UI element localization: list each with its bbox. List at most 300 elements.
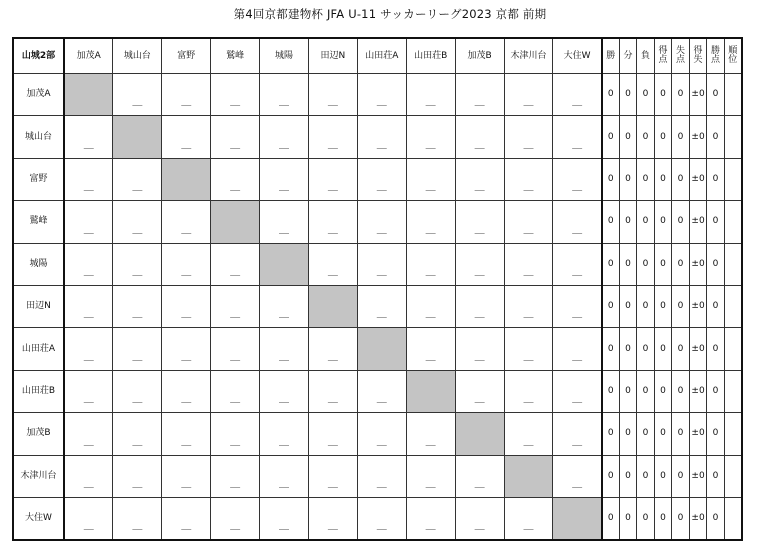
match-score: ＿ <box>425 97 436 109</box>
stat-losses: 0 <box>637 497 655 540</box>
match-cell <box>308 158 357 200</box>
match-cell <box>553 285 602 327</box>
stat-goals-for: 0 <box>654 74 672 116</box>
stat-goals-for: 0 <box>654 243 672 285</box>
match-score: ＿ <box>327 351 338 363</box>
stat-wins: 0 <box>602 455 620 497</box>
page-title: 第4回京都建物杯 JFA U-11 サッカーリーグ2023 京都 前期 <box>233 7 547 21</box>
match-score: ＿ <box>474 97 485 109</box>
match-cell <box>113 497 162 540</box>
stat-goals-against: 0 <box>672 158 690 200</box>
stat-draws: 0 <box>619 413 637 455</box>
match-score: ＿ <box>572 351 583 363</box>
match-cell <box>504 413 553 455</box>
match-score: ＿ <box>523 351 534 363</box>
match-score: ＿ <box>83 351 94 363</box>
stat-points: 0 <box>707 413 725 455</box>
table-row <box>13 455 742 497</box>
match-score: ＿ <box>327 266 338 278</box>
stat-goals-against: 0 <box>672 243 690 285</box>
stat-goals-for: 0 <box>654 497 672 540</box>
match-cell <box>260 455 309 497</box>
league-table <box>12 37 743 541</box>
match-score: ＿ <box>572 224 583 236</box>
match-score: ＿ <box>474 521 485 533</box>
match-cell <box>260 116 309 158</box>
match-cell <box>260 370 309 412</box>
stat-draws: 0 <box>619 497 637 540</box>
match-cell <box>162 201 211 243</box>
match-score: ＿ <box>327 478 338 490</box>
match-cell <box>406 158 455 200</box>
stat-points: 0 <box>707 74 725 116</box>
stat-wins: 0 <box>602 158 620 200</box>
match-cell <box>504 370 553 412</box>
match-score: ＿ <box>474 394 485 406</box>
match-score: ＿ <box>425 309 436 321</box>
match-score: ＿ <box>376 266 387 278</box>
column-header-team: 加茂B <box>455 38 504 74</box>
match-cell <box>308 74 357 116</box>
column-header-team: 山田荘B <box>406 38 455 74</box>
match-cell <box>406 455 455 497</box>
match-cell <box>162 328 211 370</box>
stat-rank <box>724 413 742 455</box>
match-cell <box>308 370 357 412</box>
match-score: ＿ <box>425 478 436 490</box>
stat-points: 0 <box>707 116 725 158</box>
diagonal-cell <box>211 201 260 243</box>
stat-goal-diff: ±0 <box>689 413 707 455</box>
column-header-stat: 得点 <box>654 38 672 74</box>
match-score: ＿ <box>474 478 485 490</box>
stat-goal-diff: ±0 <box>689 116 707 158</box>
match-cell <box>553 370 602 412</box>
match-score: ＿ <box>279 521 289 533</box>
table-row <box>13 158 742 200</box>
match-score: ＿ <box>181 266 192 278</box>
match-score: ＿ <box>132 266 143 278</box>
stat-goals-against: 0 <box>672 370 690 412</box>
stat-points: 0 <box>707 285 725 327</box>
match-cell <box>308 455 357 497</box>
match-score: ＿ <box>572 266 583 278</box>
table-row <box>13 497 742 540</box>
stat-goals-for: 0 <box>654 370 672 412</box>
match-cell <box>406 285 455 327</box>
match-score: ＿ <box>327 436 338 448</box>
match-cell <box>455 158 504 200</box>
stat-wins: 0 <box>602 328 620 370</box>
match-cell <box>455 328 504 370</box>
stat-losses: 0 <box>637 328 655 370</box>
header-row <box>13 38 742 74</box>
column-header-team: 大住W <box>553 38 602 74</box>
match-score: ＿ <box>181 521 192 533</box>
column-header-team: 木津川台 <box>504 38 553 74</box>
match-score: ＿ <box>376 182 387 194</box>
match-cell <box>211 497 260 540</box>
match-score: ＿ <box>572 97 583 109</box>
match-cell <box>357 74 406 116</box>
stat-rank <box>724 201 742 243</box>
stat-goals-against: 0 <box>672 497 690 540</box>
match-score: ＿ <box>181 478 192 490</box>
match-score: ＿ <box>327 139 338 151</box>
match-score: ＿ <box>523 182 534 194</box>
match-score: ＿ <box>279 351 289 363</box>
match-score: ＿ <box>376 394 387 406</box>
match-cell <box>455 201 504 243</box>
match-cell <box>504 285 553 327</box>
match-cell <box>64 328 113 370</box>
match-cell <box>211 116 260 158</box>
stat-rank <box>724 116 742 158</box>
stat-wins: 0 <box>602 285 620 327</box>
match-cell <box>162 74 211 116</box>
match-cell <box>308 201 357 243</box>
match-score: ＿ <box>523 436 534 448</box>
stat-wins: 0 <box>602 413 620 455</box>
row-header-team: 富野 <box>13 158 64 200</box>
stat-draws: 0 <box>619 285 637 327</box>
match-score: ＿ <box>132 394 143 406</box>
match-score: ＿ <box>572 182 583 194</box>
match-score: ＿ <box>327 97 338 109</box>
match-score: ＿ <box>474 182 485 194</box>
match-score: ＿ <box>132 436 143 448</box>
stat-losses: 0 <box>637 285 655 327</box>
column-header-stat: 負 <box>637 38 655 74</box>
column-header-team: 田辺N <box>308 38 357 74</box>
stat-losses: 0 <box>637 201 655 243</box>
match-score: ＿ <box>230 521 241 533</box>
match-cell <box>64 370 113 412</box>
row-header-team: 鷲峰 <box>13 201 64 243</box>
match-score: ＿ <box>230 182 241 194</box>
stat-wins: 0 <box>602 201 620 243</box>
match-cell <box>308 328 357 370</box>
stat-goals-for: 0 <box>654 116 672 158</box>
match-score: ＿ <box>376 309 387 321</box>
column-header-team: 鷲峰 <box>211 38 260 74</box>
stat-losses: 0 <box>637 243 655 285</box>
match-cell <box>162 497 211 540</box>
match-score: ＿ <box>132 478 143 490</box>
row-header-team: 城山台 <box>13 116 64 158</box>
match-cell <box>162 413 211 455</box>
match-cell <box>357 413 406 455</box>
stat-points: 0 <box>707 455 725 497</box>
match-score: ＿ <box>230 478 241 490</box>
match-score: ＿ <box>181 97 192 109</box>
stat-goals-against: 0 <box>672 328 690 370</box>
match-score: ＿ <box>230 309 241 321</box>
match-cell <box>553 158 602 200</box>
match-score: ＿ <box>376 97 387 109</box>
column-header-stat: 失点 <box>672 38 690 74</box>
match-score: ＿ <box>230 351 241 363</box>
match-score: ＿ <box>327 182 338 194</box>
match-score: ＿ <box>572 394 583 406</box>
match-cell <box>162 455 211 497</box>
stat-goals-for: 0 <box>654 413 672 455</box>
stat-losses: 0 <box>637 116 655 158</box>
stat-points: 0 <box>707 243 725 285</box>
match-cell <box>553 116 602 158</box>
stat-rank <box>724 455 742 497</box>
match-score: ＿ <box>279 97 289 109</box>
match-cell <box>455 74 504 116</box>
match-score: ＿ <box>425 436 436 448</box>
stat-losses: 0 <box>637 413 655 455</box>
diagonal-cell <box>162 158 211 200</box>
match-score: ＿ <box>181 139 192 151</box>
match-score: ＿ <box>279 478 289 490</box>
table-row <box>13 201 742 243</box>
match-score: ＿ <box>376 436 387 448</box>
match-score: ＿ <box>279 394 289 406</box>
match-cell <box>113 74 162 116</box>
match-cell <box>64 116 113 158</box>
match-cell <box>455 243 504 285</box>
match-score: ＿ <box>523 224 534 236</box>
match-score: ＿ <box>132 521 143 533</box>
column-header-team: 富野 <box>162 38 211 74</box>
match-cell <box>260 413 309 455</box>
row-header-team: 大住W <box>13 497 64 540</box>
match-score: ＿ <box>425 266 436 278</box>
match-cell <box>211 285 260 327</box>
match-cell <box>113 158 162 200</box>
column-header-team: 山田荘A <box>357 38 406 74</box>
stat-draws: 0 <box>619 328 637 370</box>
match-score: ＿ <box>523 266 534 278</box>
match-cell <box>455 497 504 540</box>
stat-goal-diff: ±0 <box>689 285 707 327</box>
column-header-team: 城山台 <box>113 38 162 74</box>
match-score: ＿ <box>474 309 485 321</box>
match-score: ＿ <box>83 478 94 490</box>
match-score: ＿ <box>474 139 485 151</box>
match-cell <box>260 328 309 370</box>
match-cell <box>357 455 406 497</box>
match-cell <box>64 455 113 497</box>
match-cell <box>357 370 406 412</box>
match-score: ＿ <box>230 139 241 151</box>
match-cell <box>260 285 309 327</box>
match-score: ＿ <box>132 309 143 321</box>
column-header-stat: 得失 <box>689 38 707 74</box>
match-score: ＿ <box>132 182 143 194</box>
match-cell <box>406 243 455 285</box>
stat-goal-diff: ±0 <box>689 243 707 285</box>
stat-wins: 0 <box>602 116 620 158</box>
match-cell <box>455 455 504 497</box>
stat-wins: 0 <box>602 243 620 285</box>
match-score: ＿ <box>83 436 94 448</box>
table-row <box>13 413 742 455</box>
stat-points: 0 <box>707 328 725 370</box>
match-cell <box>162 285 211 327</box>
match-cell <box>553 74 602 116</box>
match-score: ＿ <box>230 394 241 406</box>
match-cell <box>553 455 602 497</box>
match-cell <box>162 243 211 285</box>
match-cell <box>211 413 260 455</box>
match-score: ＿ <box>230 97 241 109</box>
diagonal-cell <box>64 74 113 116</box>
stat-points: 0 <box>707 497 725 540</box>
stat-points: 0 <box>707 370 725 412</box>
stat-losses: 0 <box>637 158 655 200</box>
match-cell <box>504 116 553 158</box>
match-score: ＿ <box>376 521 387 533</box>
match-score: ＿ <box>230 436 241 448</box>
match-score: ＿ <box>279 139 289 151</box>
stat-goals-for: 0 <box>654 201 672 243</box>
match-cell <box>162 370 211 412</box>
stat-draws: 0 <box>619 74 637 116</box>
match-score: ＿ <box>181 436 192 448</box>
column-header-stat: 勝点 <box>707 38 725 74</box>
match-cell <box>308 497 357 540</box>
diagonal-cell <box>455 413 504 455</box>
match-score: ＿ <box>181 309 192 321</box>
match-score: ＿ <box>523 97 534 109</box>
match-cell <box>553 243 602 285</box>
match-cell <box>211 455 260 497</box>
match-cell <box>357 116 406 158</box>
match-cell <box>211 74 260 116</box>
match-cell <box>113 455 162 497</box>
stat-rank <box>724 158 742 200</box>
match-score: ＿ <box>83 139 94 151</box>
stat-rank <box>724 74 742 116</box>
match-cell <box>211 243 260 285</box>
match-cell <box>211 158 260 200</box>
match-score: ＿ <box>83 309 94 321</box>
match-score: ＿ <box>425 224 436 236</box>
row-header-team: 加茂A <box>13 74 64 116</box>
row-header-team: 田辺N <box>13 285 64 327</box>
column-header-stat: 勝 <box>602 38 620 74</box>
match-cell <box>553 201 602 243</box>
match-score: ＿ <box>230 266 241 278</box>
match-cell <box>113 201 162 243</box>
diagonal-cell <box>308 285 357 327</box>
match-score: ＿ <box>572 309 583 321</box>
stat-rank <box>724 285 742 327</box>
match-score: ＿ <box>279 182 289 194</box>
match-cell <box>260 74 309 116</box>
match-score: ＿ <box>474 224 485 236</box>
stat-goals-for: 0 <box>654 455 672 497</box>
column-header-team: 城陽 <box>260 38 309 74</box>
stat-goals-for: 0 <box>654 158 672 200</box>
match-cell <box>64 285 113 327</box>
match-score: ＿ <box>181 394 192 406</box>
stat-wins: 0 <box>602 74 620 116</box>
stat-goals-for: 0 <box>654 328 672 370</box>
stat-wins: 0 <box>602 370 620 412</box>
stat-goals-against: 0 <box>672 455 690 497</box>
match-score: ＿ <box>572 139 583 151</box>
match-cell <box>113 328 162 370</box>
match-score: ＿ <box>376 224 387 236</box>
match-cell <box>357 285 406 327</box>
match-score: ＿ <box>83 394 94 406</box>
diagonal-cell <box>113 116 162 158</box>
stat-goal-diff: ±0 <box>689 497 707 540</box>
match-cell <box>113 243 162 285</box>
table-row <box>13 243 742 285</box>
match-score: ＿ <box>425 182 436 194</box>
match-score: ＿ <box>132 351 143 363</box>
match-cell <box>406 201 455 243</box>
match-score: ＿ <box>376 139 387 151</box>
table-row <box>13 74 742 116</box>
match-cell <box>553 328 602 370</box>
match-cell <box>504 201 553 243</box>
match-cell <box>455 370 504 412</box>
match-cell <box>260 201 309 243</box>
match-score: ＿ <box>83 521 94 533</box>
match-score: ＿ <box>425 521 436 533</box>
stat-goal-diff: ±0 <box>689 455 707 497</box>
match-cell <box>504 158 553 200</box>
match-cell <box>357 497 406 540</box>
diagonal-cell <box>553 497 602 540</box>
stat-goals-against: 0 <box>672 74 690 116</box>
stat-goal-diff: ±0 <box>689 158 707 200</box>
match-score: ＿ <box>425 351 436 363</box>
match-cell <box>504 328 553 370</box>
stat-losses: 0 <box>637 370 655 412</box>
stat-points: 0 <box>707 158 725 200</box>
row-header-team: 木津川台 <box>13 455 64 497</box>
match-score: ＿ <box>523 394 534 406</box>
stat-draws: 0 <box>619 116 637 158</box>
match-cell <box>260 158 309 200</box>
stat-draws: 0 <box>619 370 637 412</box>
match-cell <box>553 413 602 455</box>
stat-draws: 0 <box>619 455 637 497</box>
match-score: ＿ <box>181 224 192 236</box>
stat-goals-against: 0 <box>672 285 690 327</box>
match-score: ＿ <box>279 224 289 236</box>
match-cell <box>406 328 455 370</box>
match-score: ＿ <box>132 224 143 236</box>
match-cell <box>211 370 260 412</box>
match-score: ＿ <box>523 309 534 321</box>
match-cell <box>113 285 162 327</box>
diagonal-cell <box>406 370 455 412</box>
stat-goal-diff: ±0 <box>689 74 707 116</box>
match-cell <box>162 116 211 158</box>
stat-losses: 0 <box>637 455 655 497</box>
diagonal-cell <box>357 328 406 370</box>
match-score: ＿ <box>572 478 583 490</box>
match-score: ＿ <box>327 224 338 236</box>
stat-goal-diff: ±0 <box>689 328 707 370</box>
column-header-stat: 分 <box>619 38 637 74</box>
column-header-team: 加茂A <box>64 38 113 74</box>
match-cell <box>64 497 113 540</box>
match-cell <box>504 243 553 285</box>
stat-draws: 0 <box>619 243 637 285</box>
match-cell <box>308 243 357 285</box>
